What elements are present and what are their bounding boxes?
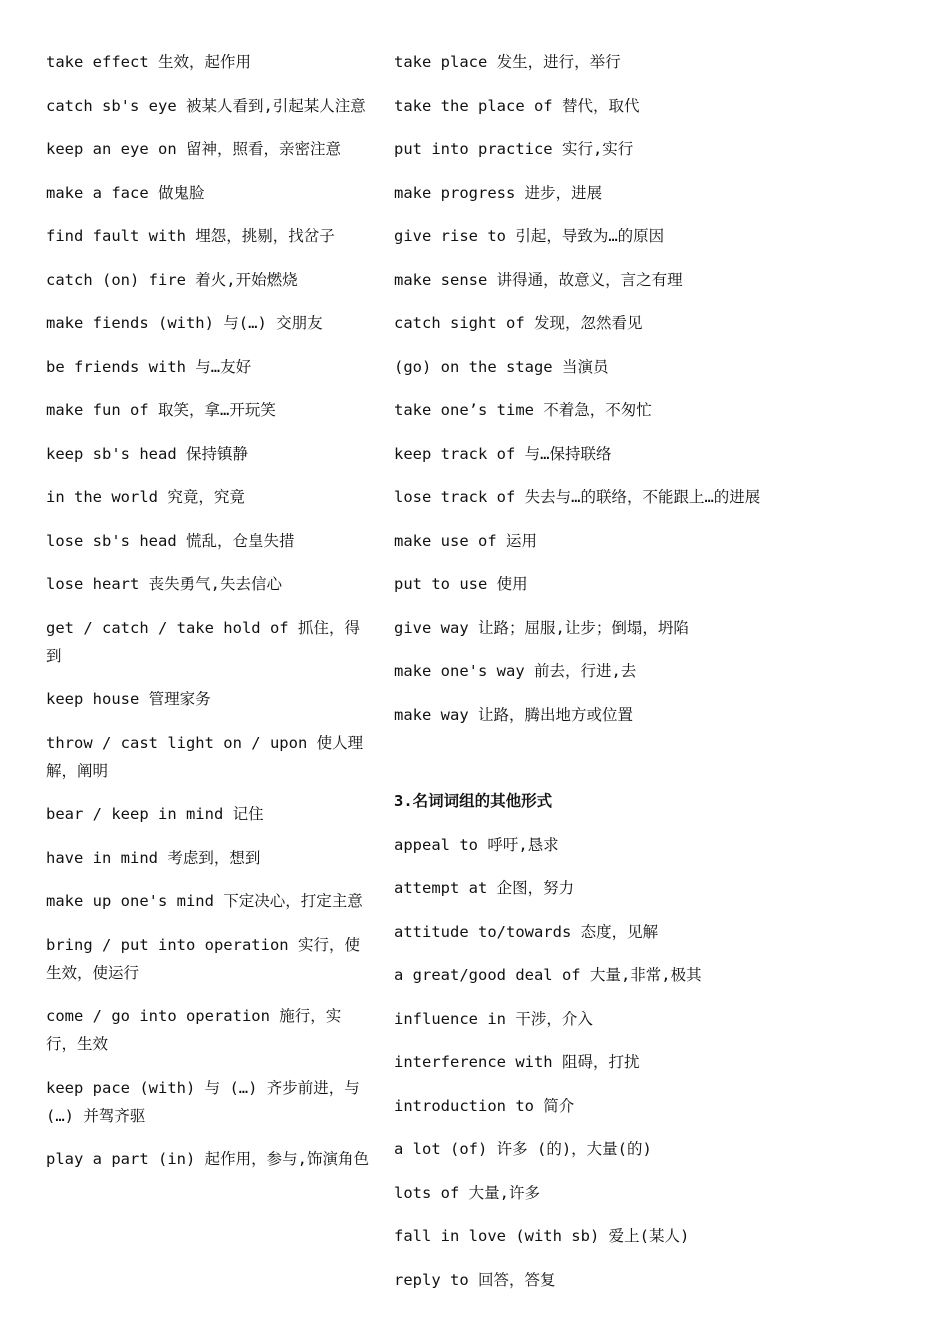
phrase-entry: keep pace (with) 与 (…) 齐步前进，与(…) 并驾齐驱 — [46, 1078, 360, 1125]
section-spacer — [394, 744, 914, 787]
phrase-entry: keep house 管理家务 — [46, 690, 211, 708]
phrase-entry: bear / keep in mind 记住 — [46, 805, 264, 823]
phrase-entry: make fiends (with) 与(…) 交朋友 — [46, 314, 323, 332]
phrase-entry: give rise to 引起，导致为…的原因 — [394, 227, 665, 245]
phrase-entry: interference with 阻碍，打扰 — [394, 1053, 640, 1071]
phrase-entry: (go) on the stage 当演员 — [394, 357, 609, 376]
phrase-entry: be friends with 与…友好 — [46, 357, 252, 376]
phrase-entry: influence in 干涉，介入 — [394, 1009, 593, 1028]
phrase-entry: make use of 运用 — [394, 531, 537, 550]
phrase-entry: in the world 究竟，究竟 — [46, 488, 245, 506]
phrase-entry: give way 让路；屈服,让步；倒塌，坍陷 — [394, 618, 689, 637]
phrase-entry: put to use 使用 — [394, 575, 528, 593]
phrase-entry: keep sb's head 保持镇静 — [46, 444, 248, 463]
phrase-entry: throw / cast light on / upon 使人理解，阐明 — [46, 733, 364, 780]
phrase-entry: lots of 大量,许多 — [394, 1183, 540, 1202]
phrase-entry: make a face 做鬼脸 — [46, 183, 205, 202]
phrase-entry: make fun of 取笑，拿…开玩笑 — [46, 401, 276, 419]
phrase-entry: attitude to/towards 态度，见解 — [394, 922, 659, 941]
phrase-entry: attempt at 企图，努力 — [394, 879, 575, 897]
phrase-entry: bring / put into operation 实行，使生效，使运行 — [46, 935, 360, 982]
phrase-entry: a great/good deal of 大量,非常,极其 — [394, 966, 702, 984]
phrase-entry: take effect 生效，起作用 — [46, 53, 251, 71]
phrase-entry: have in mind 考虑到，想到 — [46, 848, 261, 867]
phrase-entry: make way 让路，腾出地方或位置 — [394, 705, 633, 724]
phrase-entry: catch (on) fire 着火,开始燃烧 — [46, 270, 298, 289]
phrase-entry: put into practice 实行,实行 — [394, 140, 634, 158]
phrase-entry: take one’s time 不着急，不匆忙 — [394, 401, 652, 419]
phrase-entry: make up one's mind 下定决心，打定主意 — [46, 892, 363, 910]
phrase-entry: play a part (in) 起作用，参与,饰演角色 — [46, 1150, 369, 1168]
phrase-entry: take the place of 替代，取代 — [394, 96, 640, 115]
left-column — [46, 48, 371, 1189]
phrase-entry: keep an eye on 留神，照看，亲密注意 — [46, 140, 341, 158]
phrase-entry: a lot (of) 许多 (的)，大量(的) — [394, 1140, 652, 1158]
section-heading: 3.名词词组的其他形式 — [394, 792, 553, 810]
phrase-entry: lose track of 失去与…的联络，不能跟上…的进展 — [394, 488, 761, 506]
phrase-entry: lose heart 丧失勇气,失去信心 — [46, 575, 282, 593]
phrase-entry: make progress 进步，进展 — [394, 183, 603, 202]
phrase-entry: come / go into operation 施行，实行，生效 — [46, 1007, 342, 1053]
phrase-entry: introduction to 简介 — [394, 1096, 575, 1115]
phrase-entry: make one's way 前去，行进,去 — [394, 662, 637, 680]
phrase-entry: find fault with 埋怨，挑剔，找岔子 — [46, 227, 335, 245]
phrase-entry: appeal to 呼吁,恳求 — [394, 835, 559, 854]
phrase-entry: get / catch / take hold of 抓住，得到 — [46, 618, 360, 665]
phrase-entry: catch sight of 发现，忽然看见 — [394, 314, 643, 332]
phrase-entry: make sense 讲得通，故意义，言之有理 — [394, 270, 683, 289]
phrase-entry: take place 发生，进行，举行 — [394, 53, 621, 71]
phrase-entry: catch sb's eye 被某人看到,引起某人注意 — [46, 96, 366, 115]
right-column — [394, 48, 914, 1309]
phrase-entry: lose sb's head 慌乱，仓皇失措 — [46, 531, 295, 550]
phrase-entry: reply to 回答，答复 — [394, 1270, 556, 1289]
phrase-entry: keep track of 与…保持联络 — [394, 444, 612, 463]
phrase-entry: fall in love (with sb) 爱上(某人) — [394, 1227, 690, 1245]
